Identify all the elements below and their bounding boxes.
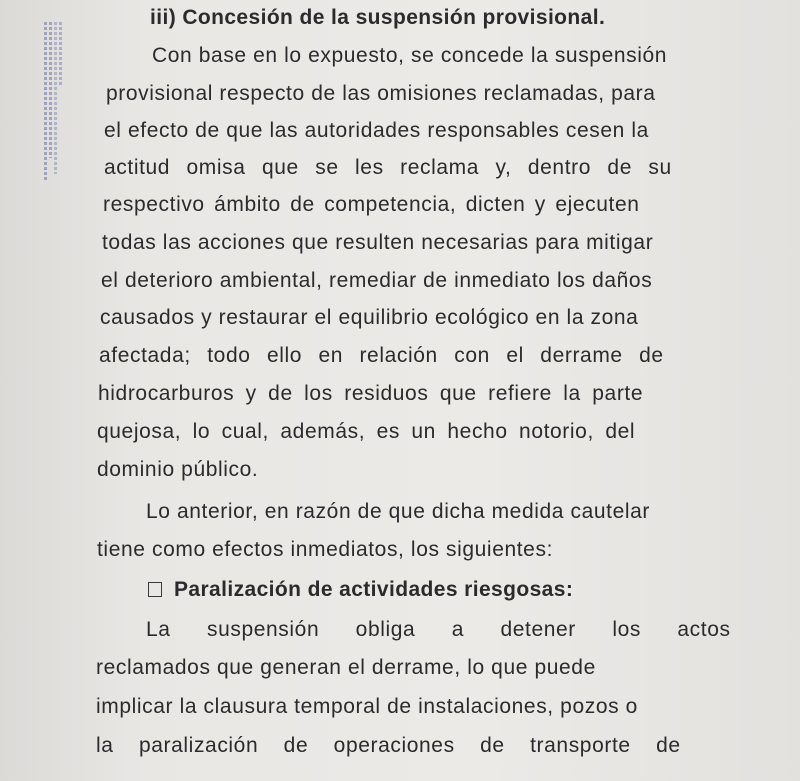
paragraph-line: provisional respecto de las omisiones reclamadas, para — [106, 82, 656, 105]
section-heading: iii) Concesión de la suspensión provisional. — [150, 6, 606, 29]
bullet-item — [148, 577, 573, 603]
paragraph-line: respectivo ámbito de competencia, dicten y ejecuten — [103, 193, 640, 216]
paragraph-line: actitud omisa que se les reclama y, dentro de su — [104, 156, 672, 179]
paragraph-line: Con base en lo expuesto, se concede la suspensión — [152, 44, 668, 67]
bullet-title: Paralización de actividades riesgosas: — [174, 578, 574, 601]
paragraph-line: implicar la clausura temporal de instalaciones, pozos o — [96, 695, 638, 718]
paragraph-line: la paralización de operaciones de transporte de — [96, 734, 681, 757]
paragraph-line: quejosa, lo cual, además, es un hecho notorio, del — [97, 420, 636, 443]
paragraph-line: todas las acciones que resulten necesarias para mitigar — [102, 231, 654, 254]
paragraph-line: La suspensión obliga a detener los actos — [146, 618, 731, 641]
paragraph-line: afectada; todo ello en relación con el derrame de — [99, 344, 664, 367]
paragraph-line: el efecto de que las autoridades responsables cesen la — [104, 119, 649, 142]
paragraph-line: reclamados que generan el derrame, lo que puede — [96, 656, 596, 679]
paragraph-line: hidrocarburos y de los residuos que refiere la parte — [98, 382, 644, 405]
paragraph-line: el deterioro ambiental, remediar de inmediato los daños — [101, 269, 653, 292]
paragraph-line: dominio público. — [97, 458, 259, 481]
paragraph-line: causados y restaurar el equilibrio ecológico en la zona — [100, 306, 639, 329]
paragraph-line: tiene como efectos inmediatos, los siguientes: — [97, 538, 553, 561]
paragraph-line: Lo anterior, en razón de que dicha medida cautelar — [146, 500, 650, 523]
margin-signature-stamp — [44, 22, 70, 182]
checkbox-bullet-icon — [148, 582, 162, 597]
